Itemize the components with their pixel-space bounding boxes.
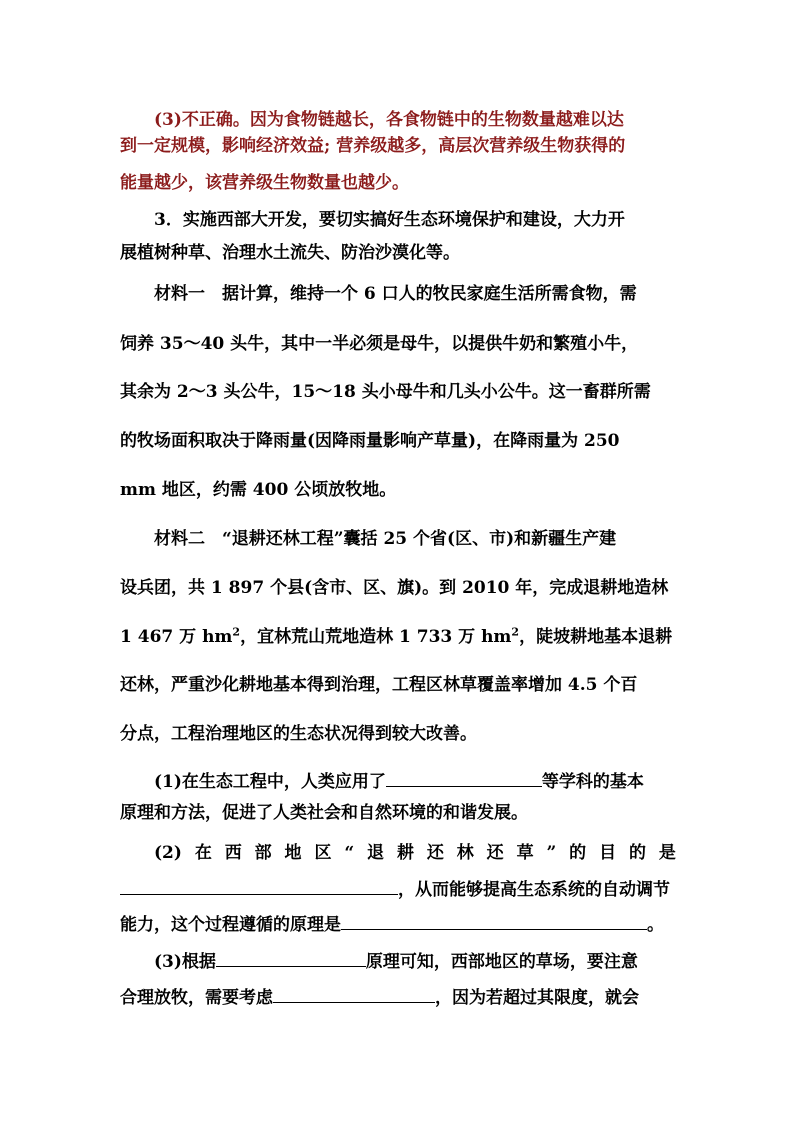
subquestion2-text-c: 能力，这个过程遵循的原理是 <box>120 915 341 935</box>
subquestion2-line1 <box>154 841 676 865</box>
subquestion2-char: 林 <box>456 843 474 863</box>
material1-line5: mm 地区，约需 400 公顷放牧地。 <box>120 480 397 500</box>
subquestion2-char: 西 <box>224 843 242 863</box>
subquestion1-text-a: (1)在生态工程中，人类应用了 <box>154 772 386 792</box>
subquestion1-text-b: 等学科的基本 <box>541 772 644 792</box>
subquestion2-line2 <box>120 876 676 900</box>
subquestion2-char: 草 <box>516 843 534 863</box>
subquestion2-char: “ <box>344 843 355 863</box>
material2-line2: 设兵团，共 1 897 个县(含市、区、旗)。到 2010 年，完成退耕地造林 <box>120 578 669 598</box>
superscript-2: 2 <box>232 625 241 639</box>
question3-intro-line2: 展植树种草、治理水土流失、防治沙漠化等。 <box>120 243 460 263</box>
material1-line4: 的牧场面积取决于降雨量(因降雨量影响产草量)，在降雨量为 250 <box>120 431 620 451</box>
answer-blank-4[interactable] <box>216 948 366 967</box>
material2-line3-part2: ，宜林荒山荒地造林 1 733 万 hm <box>240 627 512 647</box>
subquestion1-line1 <box>154 768 676 792</box>
subquestion3-line1 <box>154 948 676 972</box>
subquestion2-char: 还 <box>486 843 504 863</box>
subquestion2-char: 部 <box>254 843 272 863</box>
subquestion2-char: 在 <box>194 843 212 863</box>
subquestion2-period: 。 <box>647 915 664 935</box>
subquestion3-line2 <box>120 984 676 1008</box>
subquestion2-char: (2) <box>154 843 182 863</box>
subquestion2-char: ” <box>546 843 557 863</box>
answer3-line3: 能量越少，该营养级生物数量也越少。 <box>120 173 409 193</box>
material2-line4: 还林，严重沙化耕地基本得到治理，工程区林草覆盖率增加 4.5 个百 <box>120 675 638 695</box>
question3-intro-line1: 3．实施西部大开发，要切实搞好生态环境保护和建设，大力开 <box>154 210 625 230</box>
subquestion2-char: 耕 <box>396 843 414 863</box>
subquestion2-line3 <box>120 911 676 935</box>
answer3-line2: 到一定规模，影响经济效益; 营养级越多，高层次营养级生物获得的 <box>120 136 626 156</box>
subquestion3-text-a: (3)根据 <box>154 952 216 972</box>
material1-line2: 饲养 35～40 头牛，其中一半必须是母牛，以提供牛奶和繁殖小牛， <box>120 334 639 354</box>
answer-blank-5[interactable] <box>273 984 435 1003</box>
material1-line1: 材料一 据计算，维持一个 6 口人的牧民家庭生活所需食物，需 <box>154 284 637 304</box>
answer-blank-2[interactable] <box>120 876 398 895</box>
subquestion2-char: 退 <box>367 843 385 863</box>
subquestion2-char: 的 <box>628 843 646 863</box>
subquestion2-text-b: ，从而能够提高生态系统的自动调节 <box>398 880 670 900</box>
material2-line3 <box>120 625 676 649</box>
material2-line5: 分点，工程治理地区的生态状况得到较大改善。 <box>120 724 477 744</box>
subquestion2-char: 是 <box>658 843 676 863</box>
material2-line3-part1: 1 467 万 hm <box>120 627 233 647</box>
subquestion1-line2: 原理和方法，促进了人类社会和自然环境的和谐发展。 <box>120 803 528 823</box>
material2-line1: 材料二 “退耕还林工程”囊括 25 个省(区、市)和新疆生产建 <box>154 529 617 549</box>
subquestion2-char: 还 <box>426 843 444 863</box>
subquestion3-text-c: 合理放牧，需要考虑 <box>120 988 273 1008</box>
subquestion2-char: 目 <box>599 843 617 863</box>
subquestion2-char: 区 <box>314 843 332 863</box>
answer-blank-3[interactable] <box>341 911 647 930</box>
subquestion3-text-d: ，因为若超过其限度，就会 <box>435 988 639 1008</box>
subquestion2-char: 地 <box>284 843 302 863</box>
superscript-2: 2 <box>511 625 520 639</box>
answer3-line1: (3)不正确。因为食物链越长，各食物链中的生物数量越难以达 <box>154 110 624 130</box>
subquestion3-text-b: 原理可知，西部地区的草场，要注意 <box>365 952 638 972</box>
subquestion2-char: 的 <box>569 843 587 863</box>
material1-line3: 其余为 2～3 头公牛，15～18 头小母牛和几头小公牛。这一畜群所需 <box>120 382 651 402</box>
material2-line3-part3: ，陡坡耕地基本退耕 <box>519 627 673 647</box>
answer-blank-1[interactable] <box>386 768 542 787</box>
